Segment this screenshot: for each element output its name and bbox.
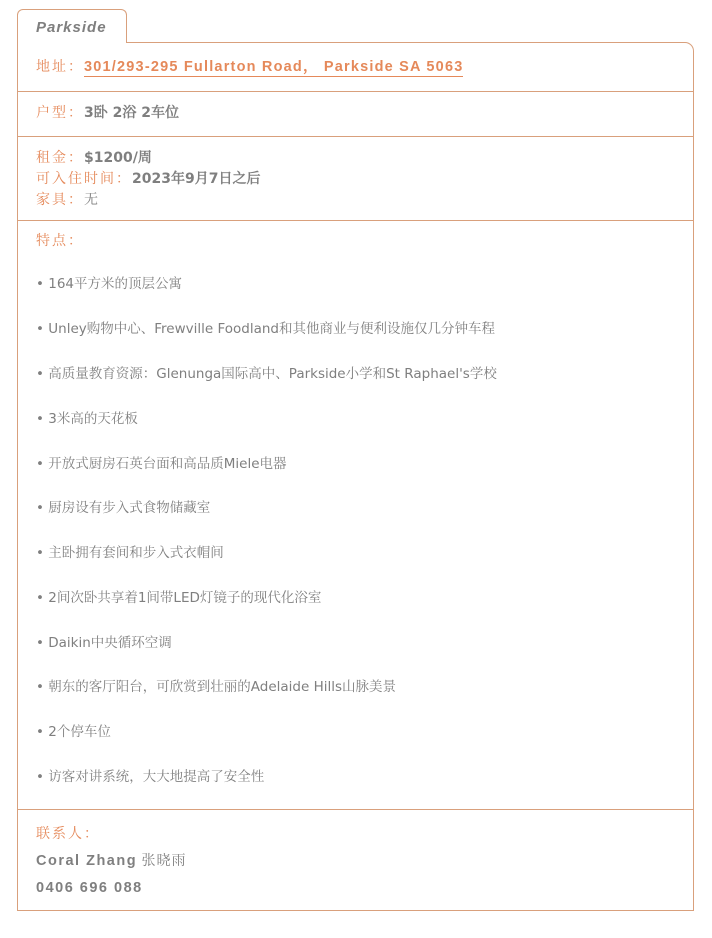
layout-value: 3卧 2浴 2车位	[84, 105, 179, 121]
rent-value: $1200/周	[84, 150, 152, 166]
feature-item: • 3米高的天花板	[36, 411, 138, 427]
furniture-label: 家具：	[36, 192, 84, 208]
feature-item: • 2个停车位	[36, 724, 111, 740]
divider	[18, 136, 693, 137]
feature-item: • 高质量教育资源：Glenunga国际高中、Parkside小学和St Raphael's学校	[36, 366, 497, 382]
feature-item: • 164平方米的顶层公寓	[36, 276, 183, 292]
layout-label: 户型：	[36, 105, 84, 121]
layout-section	[18, 103, 693, 124]
feature-item: • 2间次卧共享着1间带LED灯镜子的现代化浴室	[36, 590, 322, 606]
contact-label: 联系人：	[36, 826, 100, 842]
rent-section	[18, 148, 693, 211]
tab-title: Parkside	[36, 19, 107, 36]
contact-phone[interactable]: 0406 696 088	[36, 880, 143, 896]
feature-item: • Unley购物中心、Frewville Foodland和其他商业与便利设施仅几分钟车程	[36, 321, 495, 337]
feature-item: • 朝东的客厅阳台，可欣赏到壮丽的Adelaide Hills山脉美景	[36, 679, 397, 695]
furniture-value: 无	[84, 192, 98, 208]
available-label: 可入住时间：	[36, 171, 132, 187]
feature-item: • 访客对讲系统，大大地提高了安全性	[36, 769, 265, 785]
address-section	[18, 57, 693, 78]
feature-item: • 开放式厨房石英台面和高品质Miele电器	[36, 456, 287, 472]
rent-label: 租金：	[36, 150, 84, 166]
contact-section	[18, 823, 693, 901]
address-label: 地址：	[36, 59, 84, 75]
features-label: 特点：	[36, 233, 84, 249]
address-link[interactable]: 301/293-295 Fullarton Road， Parkside SA 5063	[84, 59, 464, 75]
feature-item: • 厨房设有步入式食物储藏室	[36, 500, 211, 516]
listing-panel	[17, 42, 694, 911]
divider	[18, 91, 693, 92]
contact-name-cn: 张晓雨	[141, 853, 187, 869]
feature-item: • 主卧拥有套间和步入式衣帽间	[36, 545, 224, 561]
contact-name-en: Coral Zhang	[36, 853, 138, 869]
available-value: 2023年9月7日之后	[132, 171, 261, 187]
feature-item: • Daikin中央循环空调	[36, 635, 172, 651]
divider	[18, 809, 693, 810]
location-tab[interactable]	[17, 9, 127, 42]
divider	[18, 220, 693, 221]
